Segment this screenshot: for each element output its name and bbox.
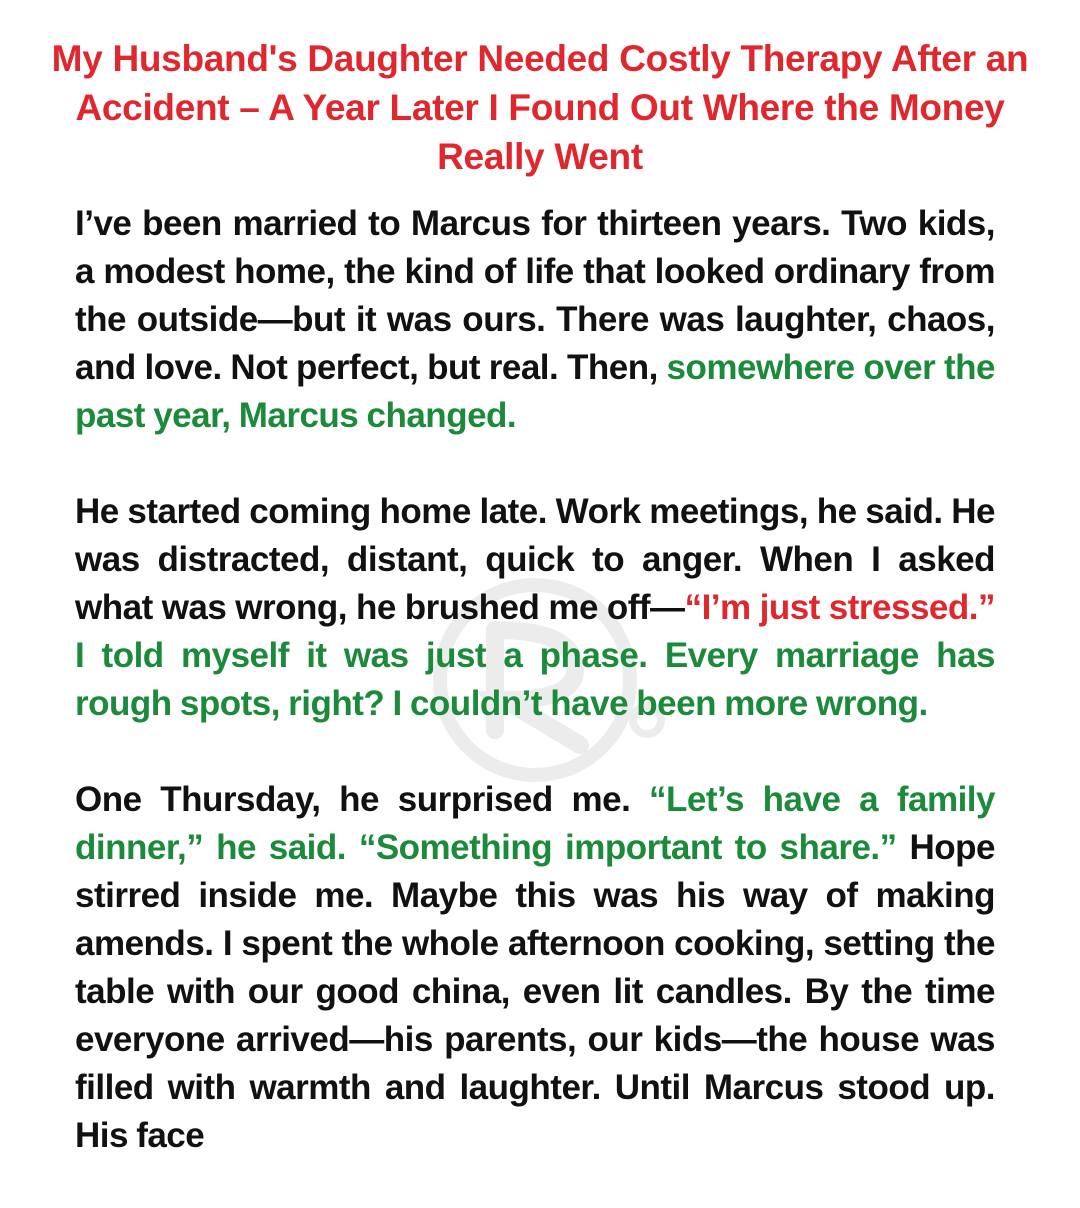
paragraph-2 xyxy=(75,488,995,728)
paragraph-1 xyxy=(75,200,995,440)
paragraph-3-quote: “Let’s have a family dinner,” he said. “Something important to share.” xyxy=(75,780,995,867)
article-title: My Husband's Daughter Needed Costly Therapy After an Accident – A Year Later I Found Out Where the Money Really Went xyxy=(51,38,1029,177)
paragraph-3-text: One Thursday, he surprised me. xyxy=(75,780,650,819)
paragraph-3 xyxy=(75,776,995,1160)
paragraph-3-continuation: Hope stirred inside me. Maybe this was his way of making amends. I spent the whole afternoon cooking, setting the table with our good china, even lit candles. By the time everyone arrived—his parents, our kids—the house was filled with warmth and laughter. Until Marcus stood up. His face xyxy=(75,828,995,1155)
paragraph-1-highlight: somewhere over the past year, Marcus changed. xyxy=(75,348,995,435)
paragraph-1-text: I’ve been married to Marcus for thirteen years. Two kids, a modest home, the kind of life that looked ordinary from the outside—but it was ours. There was laughter, chaos, and love. Not perfect, but real. Then, xyxy=(75,204,995,387)
paragraph-2-text: He started coming home late. Work meetings, he said. He was distracted, distant, quick to anger. When I asked what was wrong, he brushed me off— xyxy=(75,492,995,627)
paragraph-2-quote: “I’m just stressed.” xyxy=(684,588,995,627)
article-body xyxy=(75,200,995,1208)
paragraph-2-highlight: I told myself it was just a phase. Every marriage has rough spots, right? I couldn’t have been more wrong. xyxy=(75,636,995,723)
